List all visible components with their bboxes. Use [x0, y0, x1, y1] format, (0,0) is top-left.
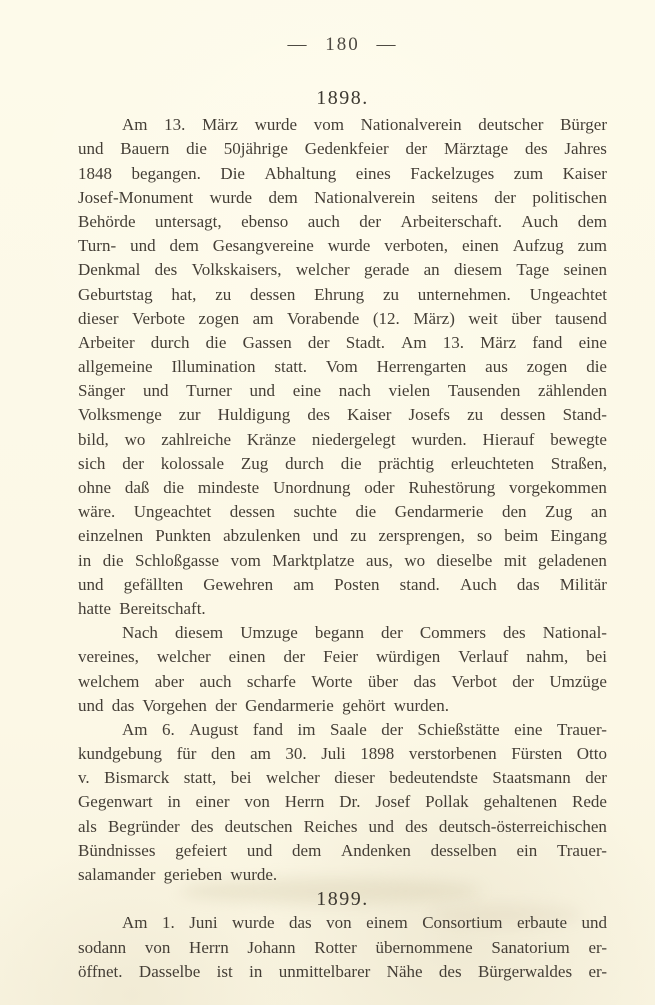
text-line: wäre. Ungeachtet dessen suchte die Gendarmerie den Zug an	[78, 502, 607, 522]
text-line: Arbeiter durch die Gassen der Stadt. Am 13. März fand eine	[78, 332, 607, 352]
text-line: und gefällten Gewehren am Posten stand. Auch das Militär	[78, 574, 607, 594]
text-line: öffnet. Dasselbe ist in unmittelbarer Nähe des Bürgerwaldes er-	[78, 961, 607, 981]
text-line: Volksmenge zur Huldigung des Kaiser Josefs zu dessen Stand-	[78, 405, 607, 425]
text-line: allgemeine Illumination statt. Vom Herrengarten aus zogen die	[78, 357, 607, 377]
paragraph	[78, 113, 607, 621]
text-line: Am 6. August fand im Saale der Schießstätte eine Trauer-	[122, 719, 607, 739]
text-line: als Begründer des deutschen Reiches und des deutsch-österreichischen	[78, 816, 607, 836]
text-line: und das Vorgehen der Gendarmerie gehört wurden.	[78, 695, 449, 715]
text-line: Gegenwart in einer von Herrn Dr. Josef Pollak gehaltenen Rede	[78, 792, 607, 812]
paragraph	[78, 718, 607, 887]
text-line: Behörde untersagt, ebenso auch der Arbeiterschaft. Auch dem	[78, 211, 607, 231]
text-line: hatte Bereitschaft.	[78, 598, 206, 618]
text-line: ohne daß die mindeste Unordnung oder Ruhestörung vorgekommen	[78, 478, 607, 497]
text-line: Am 1. Juni wurde das von einem Consortium erbaute und	[122, 913, 607, 933]
text-line: sich der kolossale Zug durch die prächtig erleuchteten Straßen,	[78, 453, 607, 473]
paragraph	[78, 911, 607, 984]
text-line: kundgebung für den am 30. Juli 1898 verstorbenen Fürsten Otto	[78, 744, 607, 764]
text-line: 1848 begangen. Die Abhaltung eines Fackelzuges zum Kaiser	[78, 163, 607, 183]
text-line: Bündnisses gefeiert und dem Andenken desselben ein Trauer-	[78, 840, 607, 860]
text-line: welchem aber auch scharfe Worte über das Verbot der Umzüge	[78, 671, 607, 691]
year-heading: 1898.	[316, 87, 369, 109]
text-line: und Bauern die 50jährige Gedenkfeier der Märztage des Jahres	[78, 139, 607, 159]
text-line: Josef-Monument wurde dem Nationalverein seitens der politischen	[78, 187, 607, 207]
text-line: v. Bismarck statt, bei welcher dieser bedeutendste Staatsmann der	[78, 768, 607, 788]
text-line: Denkmal des Volkskaisers, welcher gerade an diesem Tage seinen	[78, 260, 607, 280]
paragraph	[78, 621, 607, 718]
text-line: salamander gerieben wurde.	[78, 865, 278, 884]
text-line: Geburtstag hat, zu dessen Ehrung zu unternehmen. Ungeachtet	[78, 284, 607, 304]
page-number: — 180 —	[287, 34, 398, 55]
text-line: sodann von Herrn Johann Rotter übernommene Sanatorium er-	[78, 937, 607, 957]
text-line: in die Schloßgasse vom Marktplatze aus, wo dieselbe mit geladenen	[78, 550, 607, 570]
text-line: Am 13. März wurde vom Nationalverein deutscher Bürger	[122, 115, 607, 135]
text-block	[78, 86, 607, 984]
text-line: dieser Verbote zogen am Vorabende (12. März) weit über tausend	[78, 308, 607, 328]
text-line: vereines, welcher einen der Feier würdigen Verlauf nahm, bei	[78, 647, 607, 667]
text-line: Nach diesem Umzuge begann der Commers des National-	[122, 623, 607, 643]
text-line: bild, wo zahlreiche Kränze niedergelegt wurden. Hierauf bewegte	[78, 429, 607, 449]
text-line: einzelnen Punkten abzulenken und zu zersprengen, so beim Eingang	[78, 526, 607, 546]
year-heading: 1899.	[316, 888, 369, 911]
text-line: Turn- und dem Gesangvereine wurde verboten, einen Aufzug zum	[78, 236, 607, 256]
text-line: Sänger und Turner und eine nach vielen Tausenden zählenden	[78, 381, 607, 401]
